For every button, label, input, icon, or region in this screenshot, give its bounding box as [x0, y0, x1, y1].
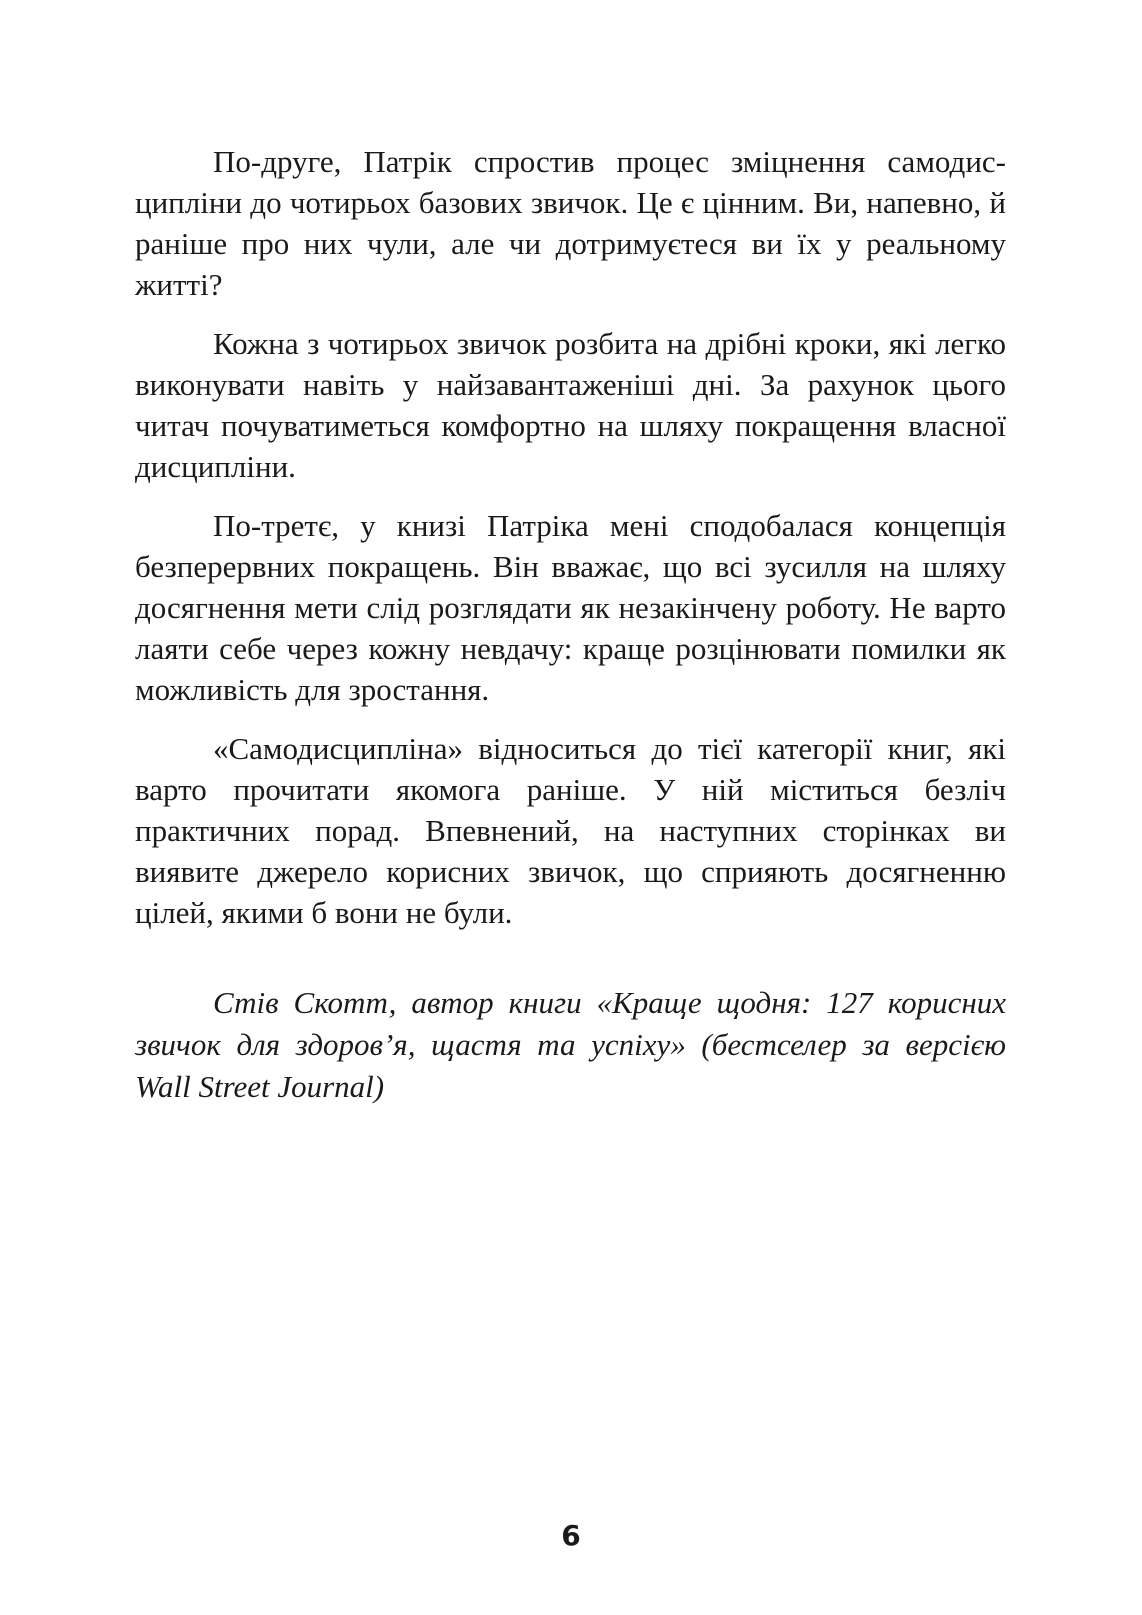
paragraph-4: «Самодисципліна» відноситься до тієї категорії книг, які варто прочитати якомога раніше. У ній міститься безліч практичних порад. Впевнений, на наступних сторінках ви виявите джерело корисних звичок, що сприяють досягненню цілей, якими б вони не були. — [135, 731, 1006, 930]
body-text — [135, 141, 1006, 951]
page-number: 6 — [561, 1519, 581, 1552]
quote-attribution: Стів Скотт, автор книги «Краще щодня: 127 корисних звичок для здоров’я, щастя та успіху» (бестселер за версією Wall Street Journal) — [135, 985, 1006, 1104]
paragraph-3: По-третє, у книзі Патріка мені сподобалася концепція безперервних покращень. Він вважає, що всі зусилля на шляху досягнення мети слід розглядати як незакінчену роботу. Не варто лаяти себе через кожну невдачу: краще розцінювати помилки як можливість для зростання. — [135, 508, 1006, 707]
paragraph-1: По-друге, Патрік спростив процес зміцнення самодисципліни до чотирьох базових звичок. Це є цінним. Ви, напевно, й раніше про них чули, але чи дотримуєтеся ви їх у реальному житті? — [135, 144, 1006, 302]
paragraph-2: Кожна з чотирьох звичок розбита на дрібні кроки, які легко виконувати навіть у найзавантаженіші дні. За рахунок цього читач почуватиметься комфортно на шляху покращення власної дисципліни. — [135, 326, 1006, 484]
